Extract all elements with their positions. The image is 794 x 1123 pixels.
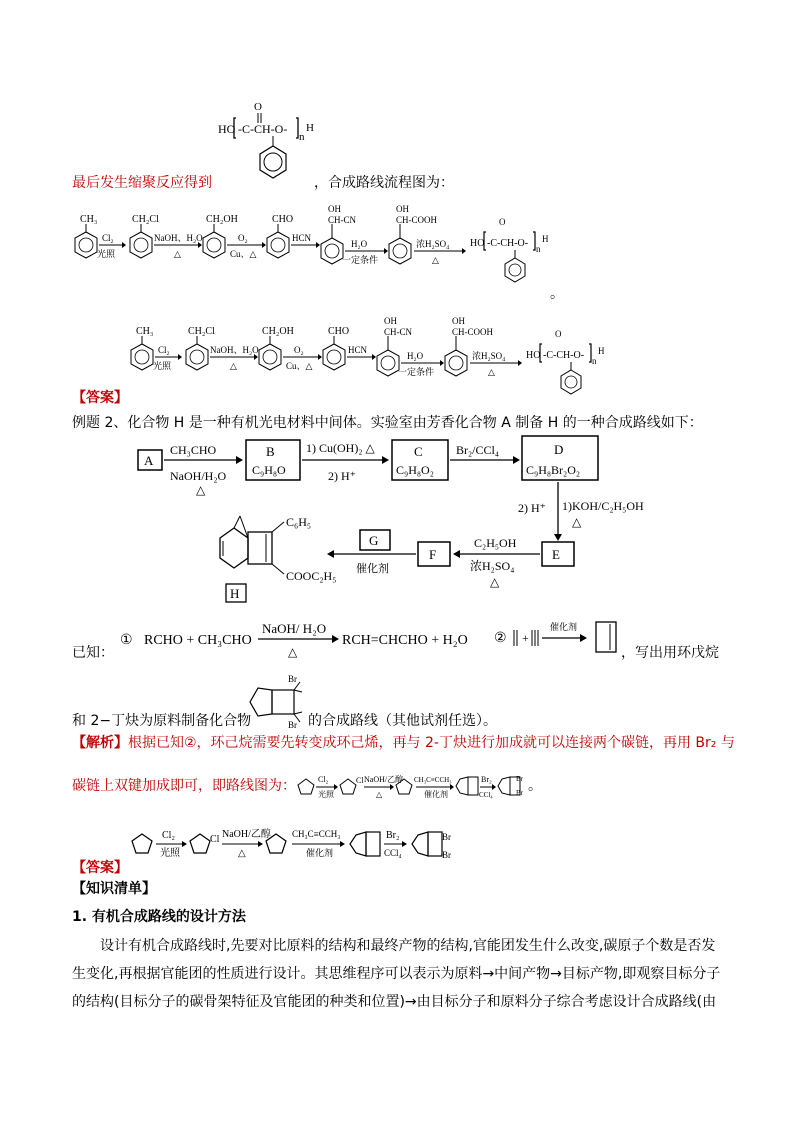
svg-text:D: D (554, 442, 564, 457)
route1-diagram-b (122, 310, 622, 400)
svg-text:CH₂OH: CH₂OH (262, 326, 294, 337)
svg-text:△: △ (230, 361, 237, 371)
svg-text:RCHO + CH₃CHO: RCHO + CH₃CHO (144, 633, 252, 648)
answer-label-2: 【答案】 (72, 860, 128, 876)
svg-text:C: C (414, 444, 423, 459)
polymer-ho: HO (218, 122, 236, 136)
g-cho: CHO (272, 214, 294, 225)
r1-s1-reagent: Cl₂ (102, 233, 114, 243)
r1-s2-reagent: NaOH、H₂O (154, 233, 203, 243)
svg-text:CCl₄: CCl₄ (479, 791, 493, 799)
r1-s1-cond: 光照 (97, 249, 116, 259)
svg-text:Br: Br (288, 674, 297, 684)
svg-text:HO: HO (526, 350, 541, 361)
g-oh-2: OH (396, 204, 409, 214)
target-compound (244, 674, 306, 730)
svg-text:一定条件: 一定条件 (398, 367, 435, 377)
svg-text:C₉H₈Br₂O₂: C₉H₈Br₂O₂ (526, 463, 581, 477)
svg-text:催化剂: 催化剂 (306, 848, 334, 858)
svg-text:Br: Br (288, 720, 297, 730)
svg-text:NaOH/乙醇: NaOH/乙醇 (222, 829, 271, 840)
svg-text:NaOH/H₂O: NaOH/H₂O (170, 469, 227, 483)
svg-text:Br₂: Br₂ (386, 830, 400, 841)
svg-text:O: O (499, 217, 506, 227)
analysis-line1: 根据已知②，环己烷需要先转变成环己烯，再与 2-丁炔进行加成就可以连接两个碳链，再用 Br₂ 与 (128, 735, 735, 751)
svg-text:△: △ (288, 645, 298, 659)
svg-text:+: + (522, 631, 529, 645)
svg-text:Br: Br (442, 832, 451, 842)
svg-text:NaOH/乙醇: NaOH/乙醇 (364, 775, 404, 784)
analysis-label: 【解析】 (72, 735, 128, 751)
svg-text:CH₃C≡CCH₃: CH₃C≡CCH₃ (292, 829, 341, 839)
route2-diagram-b (128, 822, 458, 866)
svg-text:CH-COOH: CH-COOH (452, 327, 494, 337)
r1-s3-reagent: O₂ (238, 233, 248, 243)
svg-text:OH: OH (384, 316, 397, 326)
r1-s5-cond: 一定条件 (342, 255, 379, 265)
knowledge-label: 【知识清单】 (72, 881, 156, 897)
known-line2-prefix: 和 2−丁炔为原料制备化合物 (72, 713, 252, 729)
analysis-line2: 碳链上双键加成即可，即路线图为： (72, 778, 296, 794)
known-tail: ，写出用环戊烷 (621, 645, 719, 661)
example2-intro: 例题 2、化合物 H 是一种有机光电材料中间体。实验室由芳香化合物 A 制备 H 的一种合成路线如下： (72, 415, 703, 431)
svg-text:②: ② (494, 631, 507, 646)
svg-text:CH₃: CH₃ (136, 326, 154, 337)
svg-text:A: A (144, 453, 154, 468)
svg-text:浓H₂SO₄: 浓H₂SO₄ (472, 351, 506, 361)
svg-text:催化剂: 催化剂 (424, 790, 448, 799)
svg-text:C₆H₅: C₆H₅ (286, 515, 312, 529)
section1-title: 1. 有机合成路线的设计方法 (72, 909, 246, 925)
svg-text:2) H⁺: 2) H⁺ (328, 469, 356, 483)
svg-text:Cl: Cl (210, 834, 220, 845)
svg-text:CHO: CHO (328, 326, 350, 337)
svg-text:Cl₂: Cl₂ (318, 775, 329, 784)
svg-text:Cl₂: Cl₂ (162, 830, 175, 841)
polymer-o: O (254, 101, 262, 113)
svg-text:Br: Br (442, 850, 451, 860)
svg-text:Cu、△: Cu、△ (286, 361, 313, 371)
svg-text:OH: OH (452, 316, 465, 326)
svg-text:G: G (369, 533, 379, 548)
polymer-n: n (299, 131, 305, 143)
svg-text:Cl₂: Cl₂ (158, 345, 170, 355)
section1-body: 设计有机合成路线时,先要对比原料的结构和最终产物的结构,官能团发生什么改变,碳原子个数是否发生变化,再根据官能团的性质进行设计。其思维程序可以表示为原料→中间产物→目标产物,即观察目标分子的结构(目标分子的碳骨架特征及官能团的种类和位置)→由目标分子和原料分子综合考虑设计合成路线(由 (72, 938, 721, 1010)
route2-diagram-a (296, 765, 526, 805)
svg-text:H: H (230, 586, 240, 601)
svg-text:催化剂: 催化剂 (356, 563, 389, 575)
g-ch2oh: CH₂OH (206, 214, 238, 225)
svg-text:Br₂/CCl₄: Br₂/CCl₄ (456, 443, 500, 457)
svg-text:△: △ (490, 575, 500, 589)
svg-text:CH₃CHO: CH₃CHO (170, 443, 217, 457)
svg-text:HO: HO (470, 238, 485, 249)
analysis-trailing: 。 (528, 778, 542, 794)
polymer-structure-top (210, 96, 320, 186)
svg-text:Br: Br (516, 789, 523, 797)
svg-text:Cl: Cl (356, 776, 364, 785)
r1-s6-reagent: 浓H₂SO₄ (416, 239, 450, 249)
svg-text:H: H (542, 234, 549, 244)
svg-text:光照: 光照 (160, 848, 180, 859)
polymer-h: H (306, 122, 314, 134)
svg-text:H₂O: H₂O (407, 351, 424, 361)
g-chcooh: CH-COOH (396, 215, 438, 225)
svg-text:F: F (429, 547, 437, 562)
route1-diagram-a (66, 198, 566, 298)
svg-text:C₉H₈O₂: C₉H₈O₂ (396, 463, 434, 477)
svg-text:1)KOH/C₂H₅OH: 1)KOH/C₂H₅OH (562, 499, 644, 513)
svg-text:COOC₂H₅: COOC₂H₅ (286, 569, 337, 583)
svg-text:△: △ (572, 515, 582, 529)
g-ch3: CH₃ (80, 214, 98, 225)
analysis-line1-container (72, 733, 735, 753)
final-text-prefix: 最后发生缩聚反应得到 (72, 175, 212, 191)
r1-s2-cond: △ (174, 249, 181, 259)
svg-text:B: B (266, 444, 275, 459)
known-prefix: 已知： (72, 645, 114, 661)
svg-text:光照: 光照 (318, 790, 334, 799)
g-ch2cl: CH₂Cl (132, 214, 159, 225)
r1-s6-cond: △ (432, 255, 439, 265)
svg-text:C₉H₈O: C₉H₈O (252, 463, 286, 477)
svg-text:CH-CN: CH-CN (384, 327, 413, 337)
svg-text:2) H⁺: 2) H⁺ (518, 501, 546, 515)
svg-text:E: E (552, 547, 560, 562)
svg-text:CH₂Cl: CH₂Cl (188, 326, 215, 337)
svg-text:Br₂: Br₂ (481, 775, 492, 784)
svg-text:△: △ (196, 483, 206, 497)
known-line2-suffix: 的合成路线（其他试剂任选）。 (308, 713, 497, 729)
svg-text:O₂: O₂ (294, 345, 304, 355)
example2-flowchart (130, 432, 644, 592)
svg-text:O: O (555, 329, 562, 339)
svg-text:C₂H₅OH: C₂H₅OH (474, 536, 517, 550)
svg-text:HCN: HCN (348, 345, 368, 355)
svg-text:n: n (592, 356, 597, 366)
svg-text:△: △ (376, 790, 383, 799)
svg-text:光照: 光照 (153, 361, 172, 371)
answer-label-1: 【答案】 (72, 390, 128, 406)
svg-text:催化剂: 催化剂 (550, 622, 578, 632)
route1-trailing-period: 。 (550, 286, 564, 302)
r1-s5-reagent: H₂O (351, 239, 368, 249)
known-reactions (118, 616, 678, 666)
r1-s3-cond: Cu、△ (230, 249, 257, 259)
svg-text:-C-CH-O-: -C-CH-O- (543, 350, 585, 361)
r1-s4-reagent: HCN (292, 233, 312, 243)
svg-text:-C-CH-O-: -C-CH-O- (487, 238, 529, 249)
svg-text:①: ① (120, 633, 133, 648)
svg-text:CH₃C≡CCH₃: CH₃C≡CCH₃ (414, 776, 452, 784)
svg-text:CCl₄: CCl₄ (384, 848, 402, 858)
svg-text:1) Cu(OH)₂ △: 1) Cu(OH)₂ △ (306, 441, 375, 455)
svg-text:RCH=CHCHO + H₂O: RCH=CHCHO + H₂O (342, 633, 468, 648)
svg-text:NaOH、H₂O: NaOH、H₂O (210, 345, 259, 355)
g-chcn: CH-CN (328, 215, 357, 225)
svg-text:NaOH/ H₂O: NaOH/ H₂O (262, 621, 327, 636)
polymer-chain: -C-CH-O- (238, 122, 288, 136)
final-text-suffix: ，合成路线流程图为： (314, 175, 454, 191)
svg-text:H: H (598, 346, 605, 356)
svg-text:△: △ (488, 367, 495, 377)
g-oh: OH (328, 204, 341, 214)
svg-text:△: △ (238, 848, 246, 859)
svg-text:n: n (536, 244, 541, 254)
compound-h-structure (206, 512, 356, 612)
svg-text:浓H₂SO₄: 浓H₂SO₄ (470, 559, 515, 573)
svg-text:Br: Br (516, 775, 523, 783)
